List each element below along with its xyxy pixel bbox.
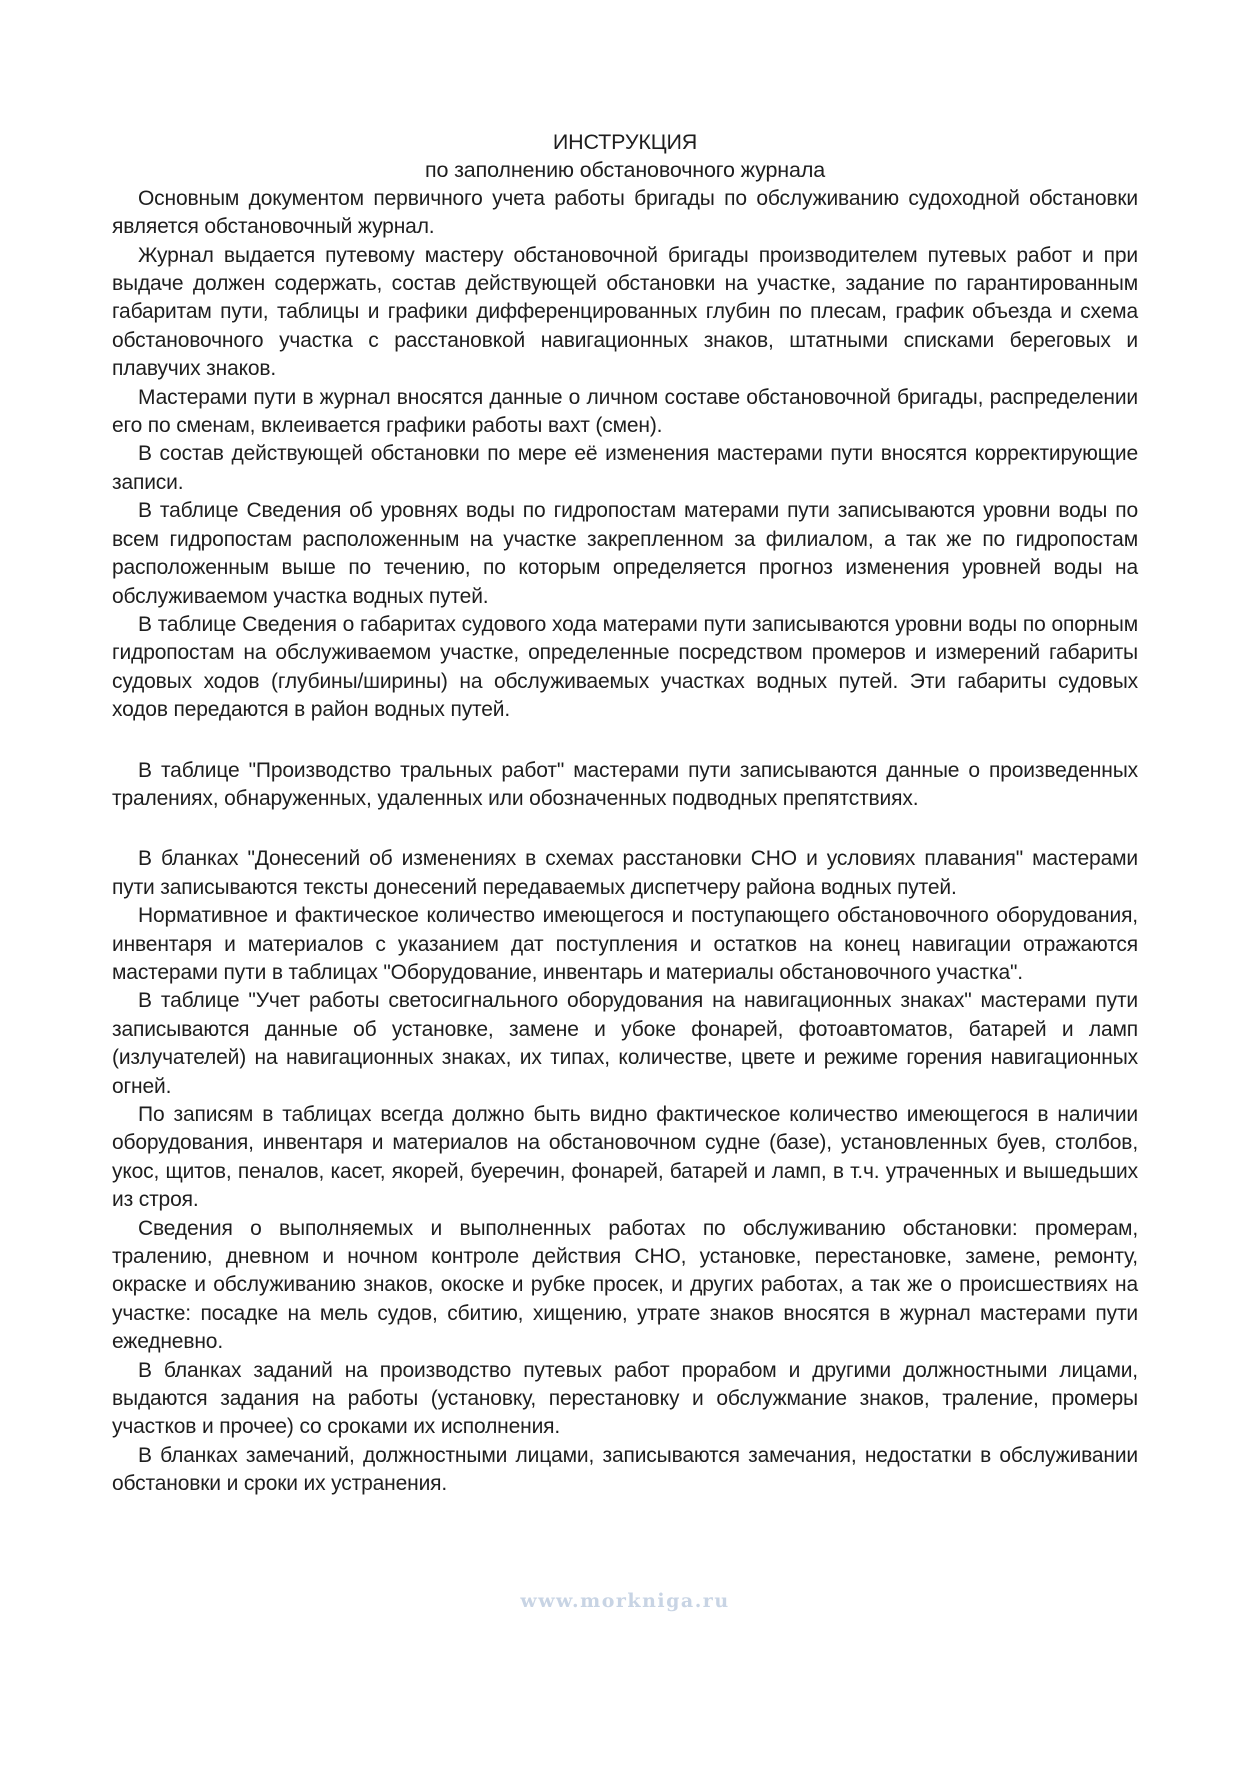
paragraph-light-equipment: В таблице "Учет работы светосигнального оборудования на навигационных знаках" мастерами пути записываются данные об установке, замене и убоке фонарей, фотоавтоматов, батарей и ламп (излучателей) на навигационных знаках, их типах, количестве, цвете и режиме горения навигационных огней. bbox=[112, 989, 1138, 1098]
watermark-text: www.morkniga.ru bbox=[520, 1589, 730, 1612]
paragraph-main-document: Основным документом первичного учета работы бригады по обслуживанию судоходной обстановки является обстановочный журнал. bbox=[112, 186, 1138, 239]
paragraph-report-forms: В бланках "Донесений об изменениях в схемах расстановки СНО и условиях плавания" мастерами пути записываются тексты донесений передаваемых диспетчеру района водных путей. bbox=[112, 847, 1138, 899]
page-subtitle: по заполнению обстановочного журнала bbox=[424, 158, 826, 183]
paragraph-journal-issue: Журнал выдается путевому мастеру обстановочной бригады производителем путевых работ и при выдаче должен содержать, состав действующей обстановки на участке, задание по гарантированным габаритам пути, таблицы и графики дифференцированных глубин по плесам, график объезда и схема обстановочного участка с расстановкой навигационных знаков, штатными списками береговых и плавучих знаков. bbox=[112, 243, 1138, 381]
paragraph-remark-forms: В бланках замечаний, должностными лицами, записываются замечания, недостатки в обслуживании обстановки и сроки их устранения. bbox=[112, 1443, 1138, 1496]
document-body bbox=[112, 185, 1138, 1499]
paragraph-trawling-works: В таблице "Производство тральных работ" мастерами пути записываются данные о произведенных тралениях, обнаруженных, удаленных или обозначенных подводных препятствиях. bbox=[112, 758, 1138, 810]
paragraph-water-levels: В таблице Сведения об уровнях воды по гидропостам матерами пути записываются уровни воды по всем гидропостам расположенным на участке закрепленном за филиалом, а так же по гидропостам расположенным выше по течению, по которым определяется прогноз изменения уровней воды на обслуживаемом участка водных путей. bbox=[112, 499, 1138, 608]
paragraph-corrections: В состав действующей обстановки по мере её изменения мастерами пути вносятся корректирующие записи. bbox=[112, 442, 1138, 494]
paragraph-inventory-records: По записям в таблицах всегда должно быть видно фактическое количество имеющегося в наличии оборудования, инвентаря и материалов на обстановочном судне (базе), установленных буев, столбов, укос, щитов, пеналов, касет, якорей, буеречин, фонарей, батарей и ламп, в т.ч. утраченных и вышедьших из строя. bbox=[112, 1103, 1138, 1212]
paragraph-equipment-tables: Нормативное и фактическое количество имеющегося и поступающего обстановочного оборудования, инвентаря и материалов с указанием дат поступления и остатков на конец навигации отражаются мастерами пути в таблицах "Оборудование, инвентарь и материалы обстановочного участка". bbox=[112, 904, 1138, 984]
document-header bbox=[112, 128, 1138, 185]
paragraph-daily-works: Сведения о выполняемых и выполненных работах по обслуживанию обстановки: промерам, тралению, дневном и ночном контроле действия СНО, установке, перестановке, замене, ремонту, окраске и обслуживанию знаков, окоске и рубке просек, и других работах, а так же о происшествиях на участке: посадке на мель судов, сбитию, хищению, утрате знаков вносятся в журнал мастерами пути ежедневно. bbox=[112, 1216, 1138, 1354]
paragraph-channel-dimensions: В таблице Сведения о габаритах судового хода матерами пути записываются уровни воды по опорным гидропостам на обслуживаемом участке, определенные посредством промеров и измерений габариты судовых ходов (глубины/ширины) на обслуживаемых участках водных путей. Эти габариты судовых ходов передаются в район водных путей. bbox=[112, 612, 1138, 722]
paragraph-task-forms: В бланках заданий на производство путевых работ прорабом и другими должностными лицами, выдаются задания на работы (установку, перестановку и обслужмание знаков, траление, промеры участков и прочее) со сроками их исполнения. bbox=[112, 1358, 1138, 1439]
paragraph-crew-data: Мастерами пути в журнал вносятся данные о личном составе обстановочной бригады, распределении его по сменам, вклеивается графики работы вахт (смен). bbox=[112, 385, 1138, 438]
page-title: ИНСТРУКЦИЯ bbox=[552, 130, 698, 154]
